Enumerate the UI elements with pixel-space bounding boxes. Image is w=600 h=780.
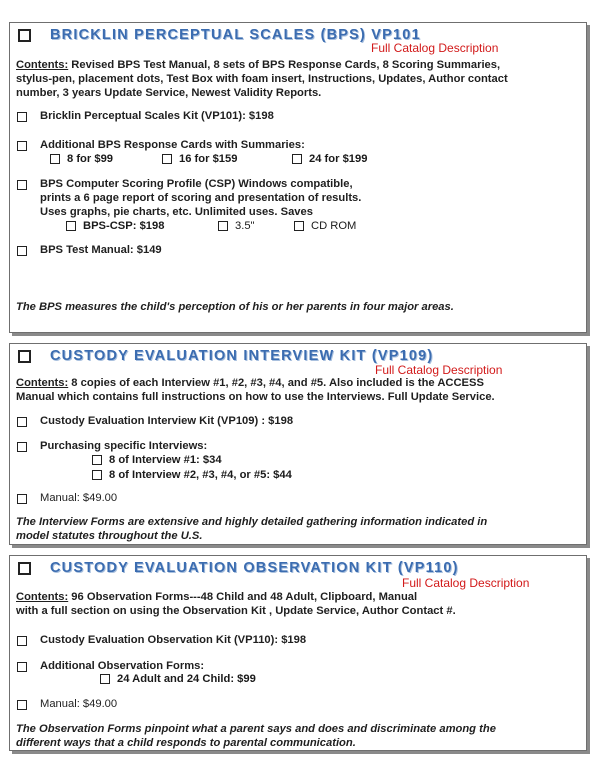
checkbox-icon[interactable] <box>294 221 304 231</box>
bps-cards-option-8[interactable]: 8 for $99 <box>50 153 113 165</box>
checkbox-icon[interactable] <box>100 674 110 684</box>
bps-csp-option-cdrom[interactable]: CD ROM <box>294 220 356 232</box>
bps-kit-label: Bricklin Perceptual Scales Kit (VP101): $198 <box>40 110 274 122</box>
bps-contents-line-2: stylus-pen, placement dots, Test Box with foam insert, Instructions, Updates, Author contact <box>16 73 508 85</box>
observation-summary-line-2: different ways that a child responds to parental communication. <box>16 737 356 749</box>
bps-manual-checkbox[interactable] <box>17 246 27 256</box>
interview-summary-line-1: The Interview Forms are extensive and highly detailed gathering information indicated in <box>16 516 488 528</box>
bps-cards-heading: Additional BPS Response Cards with Summaries: <box>40 139 305 151</box>
bps-section-title: BRICKLIN PERCEPTUAL SCALES (BPS) VP101 <box>50 27 421 43</box>
bps-manual-label: BPS Test Manual: $149 <box>40 244 162 256</box>
bps-contents-line-3: number, 3 years Update Service, Newest Validity Reports. <box>16 87 322 99</box>
bps-csp-line-3: Uses graphs, pie charts, etc. Unlimited uses. Saves <box>40 206 313 218</box>
interview-section-title: CUSTODY EVALUATION INTERVIEW KIT (VP109) <box>50 348 434 364</box>
bps-csp-line-1: BPS Computer Scoring Profile (CSP) Windows compatible, <box>40 178 353 190</box>
observation-additional-checkbox[interactable] <box>17 662 27 672</box>
checkbox-icon[interactable] <box>292 154 302 164</box>
observation-kit-checkbox[interactable] <box>17 636 27 646</box>
checkbox-icon[interactable] <box>218 221 228 231</box>
observation-manual-label: Manual: $49.00 <box>40 698 118 710</box>
interview-full-catalog-link[interactable]: Full Catalog Description <box>375 363 503 377</box>
bps-summary: The BPS measures the child's perception of his or her parents in four major areas. <box>16 301 454 313</box>
bps-kit-checkbox[interactable] <box>17 112 27 122</box>
observation-contents-label: Contents: <box>16 591 69 603</box>
checkbox-icon[interactable] <box>162 154 172 164</box>
interview-option-2-5[interactable]: 8 of Interview #2, #3, #4, or #5: $44 <box>92 469 292 481</box>
observation-kit-header-checkbox[interactable] <box>18 562 31 575</box>
interview-kit-label: Custody Evaluation Interview Kit (VP109) : $198 <box>40 415 294 427</box>
bps-contents-line-1: Contents: Revised BPS Test Manual, 8 sets of BPS Response Cards, 8 Scoring Summaries, <box>16 59 501 71</box>
bps-csp-option-35[interactable]: 3.5" <box>218 220 255 232</box>
observation-section-title: CUSTODY EVALUATION OBSERVATION KIT (VP110) <box>50 560 459 576</box>
bps-section <box>9 22 587 333</box>
observation-contents-line-2: with a full section on using the Observation Kit , Update Service, Author Contact #. <box>16 605 456 617</box>
interview-kit-checkbox[interactable] <box>17 417 27 427</box>
interview-specific-heading: Purchasing specific Interviews: <box>40 440 208 452</box>
interview-manual-checkbox[interactable] <box>17 494 27 504</box>
interview-kit-header-checkbox[interactable] <box>18 350 31 363</box>
observation-summary-line-1: The Observation Forms pinpoint what a parent says and does and discriminate among the <box>16 723 496 735</box>
bps-csp-line-2: prints a 6 page report of scoring and presentation of results. <box>40 192 362 204</box>
bps-contents-label: Contents: <box>16 59 69 71</box>
interview-summary-line-2: model statutes throughout the U.S. <box>16 530 203 542</box>
observation-section <box>9 555 587 751</box>
bps-cards-checkbox[interactable] <box>17 141 27 151</box>
observation-kit-label: Custody Evaluation Observation Kit (VP110): $198 <box>40 634 307 646</box>
interview-option-1[interactable]: 8 of Interview #1: $34 <box>92 454 222 466</box>
observation-full-catalog-link[interactable]: Full Catalog Description <box>402 576 530 590</box>
bps-kit-header-checkbox[interactable] <box>18 29 31 42</box>
bps-cards-option-24[interactable]: 24 for $199 <box>292 153 367 165</box>
checkbox-icon[interactable] <box>92 470 102 480</box>
interview-section <box>9 343 587 545</box>
interview-manual-label: Manual: $49.00 <box>40 492 118 504</box>
interview-contents-line-1: Contents: 8 copies of each Interview #1, #2, #3, #4, and #5. Also included is the ACCESS <box>16 377 484 389</box>
bps-cards-option-16[interactable]: 16 for $159 <box>162 153 237 165</box>
checkbox-icon[interactable] <box>66 221 76 231</box>
bps-csp-checkbox[interactable] <box>17 180 27 190</box>
bps-full-catalog-link[interactable]: Full Catalog Description <box>371 41 499 55</box>
interview-contents-line-2: Manual which contains full instructions on how to use the Interviews. Full Update Service. <box>16 391 495 403</box>
checkbox-icon[interactable] <box>92 455 102 465</box>
interview-specific-checkbox[interactable] <box>17 442 27 452</box>
observation-contents-line-1: Contents: 96 Observation Forms---48 Child and 48 Adult, Clipboard, Manual <box>16 591 418 603</box>
observation-additional-heading: Additional Observation Forms: <box>40 660 205 672</box>
observation-additional-option[interactable]: 24 Adult and 24 Child: $99 <box>100 673 256 685</box>
interview-contents-label: Contents: <box>16 377 69 389</box>
observation-manual-checkbox[interactable] <box>17 700 27 710</box>
bps-csp-option-price[interactable]: BPS-CSP: $198 <box>66 220 164 232</box>
checkbox-icon[interactable] <box>50 154 60 164</box>
